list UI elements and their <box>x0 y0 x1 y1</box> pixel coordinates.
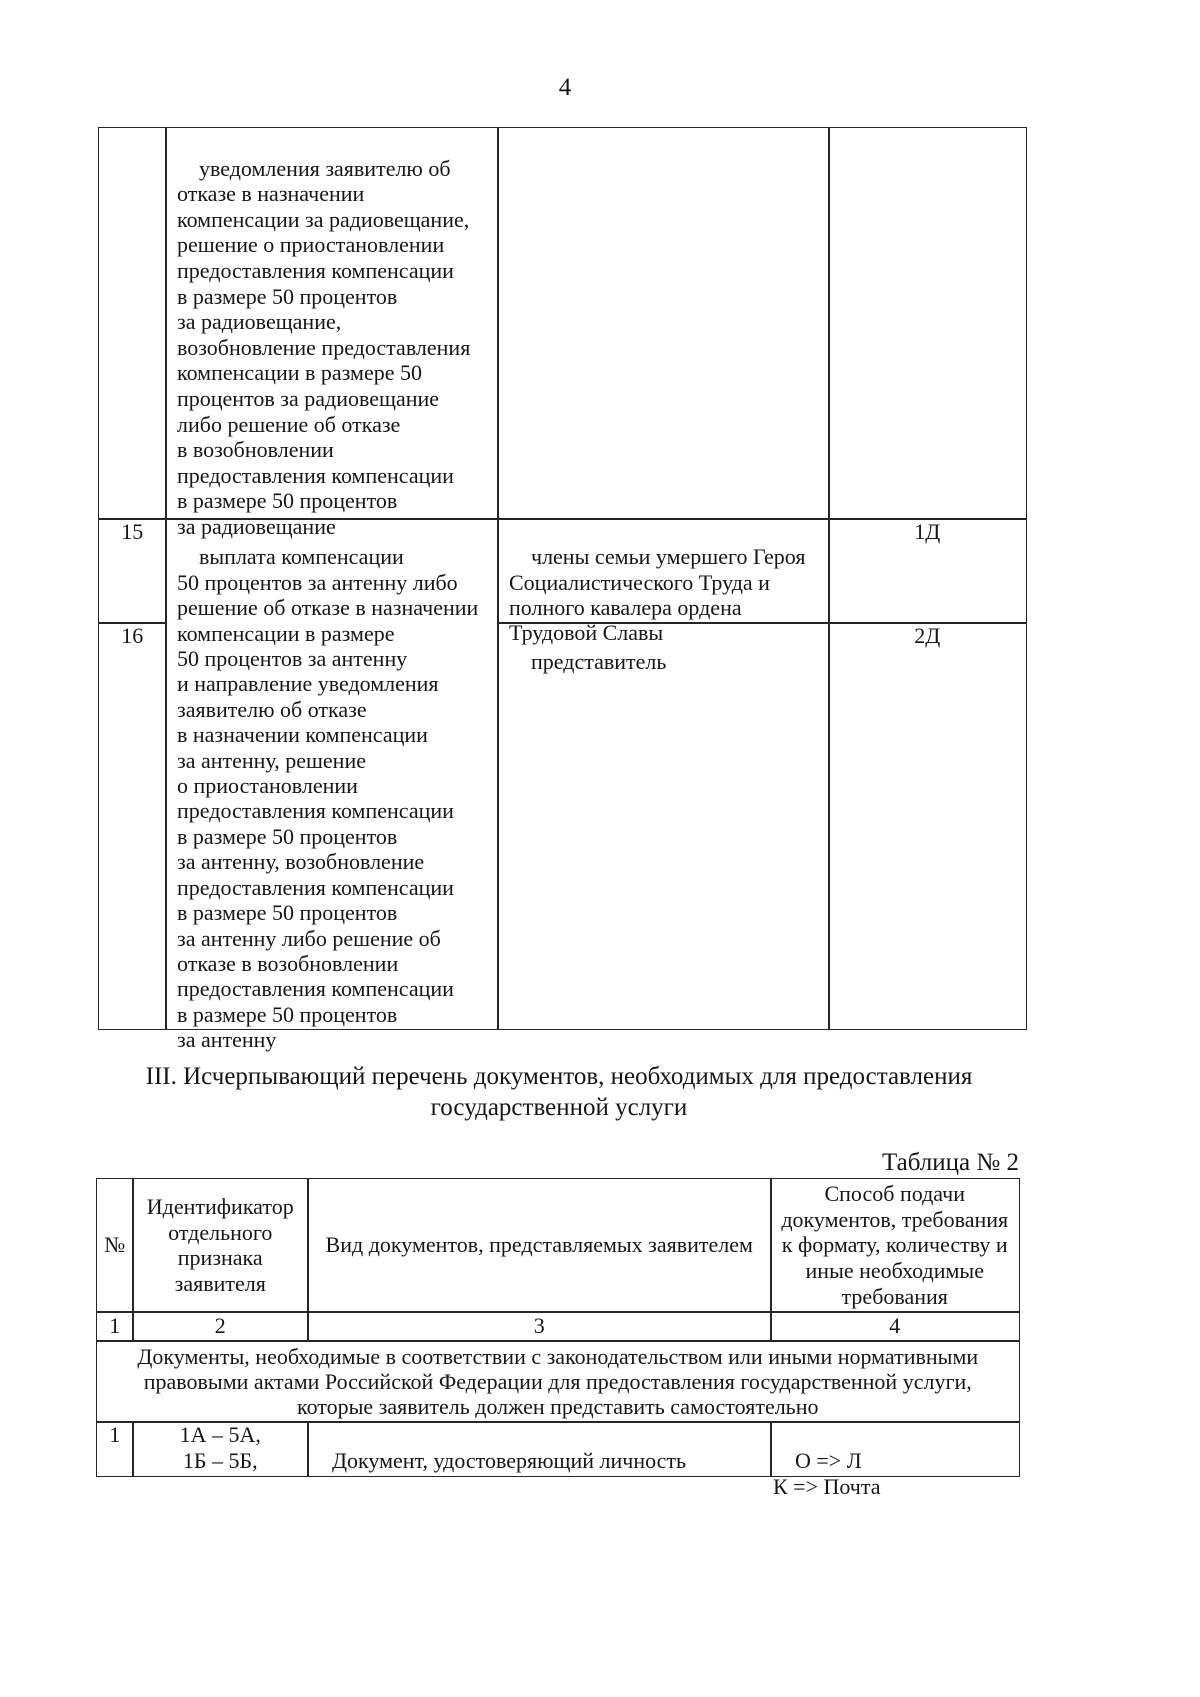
result-text: выплата компенсации 50 процентов за антенну либо решение об отказе в назначении компенсации в размере 50 процентов за антенну и направление уведомления заявителю об отказе в назначении компенсации за антенну, решение о приостановлении предоставления компенсации в размере 50 процентов за антенну, возобновление предоставления компенсации в размере 50 процентов за антенну либо решение об отказе в возобновлении предоставления компенсации в размере 50 процентов за антенну <box>177 544 479 1053</box>
header-cell-submission <box>770 1178 1020 1313</box>
header-cell-document-type <box>307 1178 772 1313</box>
header-text: № <box>104 1232 126 1258</box>
submission-cell <box>770 1421 1020 1499</box>
row-number-cell <box>96 1421 134 1477</box>
applicant-cell <box>497 127 830 520</box>
code-cell <box>828 518 1027 624</box>
row-number-cell <box>98 518 167 624</box>
section-row-cell <box>96 1340 1020 1423</box>
page-number: 4 <box>558 74 572 101</box>
document-text: Документ, удостоверяющий личность <box>332 1448 687 1473</box>
row-number: 15 <box>121 519 144 544</box>
result-text: уведомления заявителю об отказе в назначении компенсации за радиовещание, решение о приостановлении предоставления компенсации в размере 50 процентов за радиовещание, возобновление предоставления компенсации в размере 50 процентов за радиовещание либо решение об отказе в возобновлении предоставления компенсации в размере 50 процентов за радиовещание <box>177 155 471 539</box>
column-number-cell <box>307 1311 772 1342</box>
row-number-cell <box>98 622 167 1030</box>
column-number-cell <box>96 1311 134 1342</box>
submission-text: О => Л К => Почта <box>773 1448 881 1499</box>
header-cell-number <box>96 1178 134 1313</box>
code-text: 1Д <box>914 519 941 544</box>
row-number-cell <box>98 127 167 520</box>
code-cell <box>828 622 1027 1030</box>
section-row-text: Документы, необходимые в соответствии с законодательством или иными нормативными правовыми актами Российской Федерации для предоставления государственной услуги, которые заявитель должен представить самостоятельно <box>137 1343 979 1419</box>
row-number: 1 <box>109 1422 121 1447</box>
column-number: 1 <box>109 1313 121 1339</box>
header-text: Идентификатор отдельного признака заявителя <box>146 1194 294 1296</box>
documents-table <box>96 1178 1020 1499</box>
column-number-cell <box>132 1311 309 1342</box>
column-number: 2 <box>214 1313 226 1339</box>
header-text: Способ подачи документов, требования к формату, количеству и иные необходимые требования <box>781 1181 1009 1309</box>
result-cell-merged <box>165 518 499 1053</box>
results-table <box>98 127 1027 1053</box>
column-number: 3 <box>533 1313 545 1339</box>
applicant-text: представитель <box>531 648 667 674</box>
header-cell-identifier <box>132 1178 309 1313</box>
applicant-text: члены семьи умершего Героя Социалистического Труда и полного кавалера ордена Трудовой Славы <box>509 544 806 646</box>
document-cell <box>307 1421 772 1477</box>
identifier-text: 1А – 5А, 1Б – 5Б, <box>179 1422 261 1473</box>
code-cell <box>828 127 1027 520</box>
code-text: 2Д <box>914 623 941 648</box>
column-number: 4 <box>889 1313 901 1339</box>
section-heading: III. Исчерпывающий перечень документов, необходимых для предоставления государственной услуги <box>145 1063 973 1121</box>
column-number-cell <box>770 1311 1020 1342</box>
table-caption: Таблица № 2 <box>881 1149 1019 1176</box>
applicant-cell <box>497 622 830 1030</box>
result-cell <box>165 127 499 539</box>
row-number: 16 <box>121 623 144 648</box>
header-text: Вид документов, представляемых заявителем <box>325 1232 753 1258</box>
identifier-cell <box>132 1421 309 1477</box>
applicant-cell <box>497 518 830 646</box>
